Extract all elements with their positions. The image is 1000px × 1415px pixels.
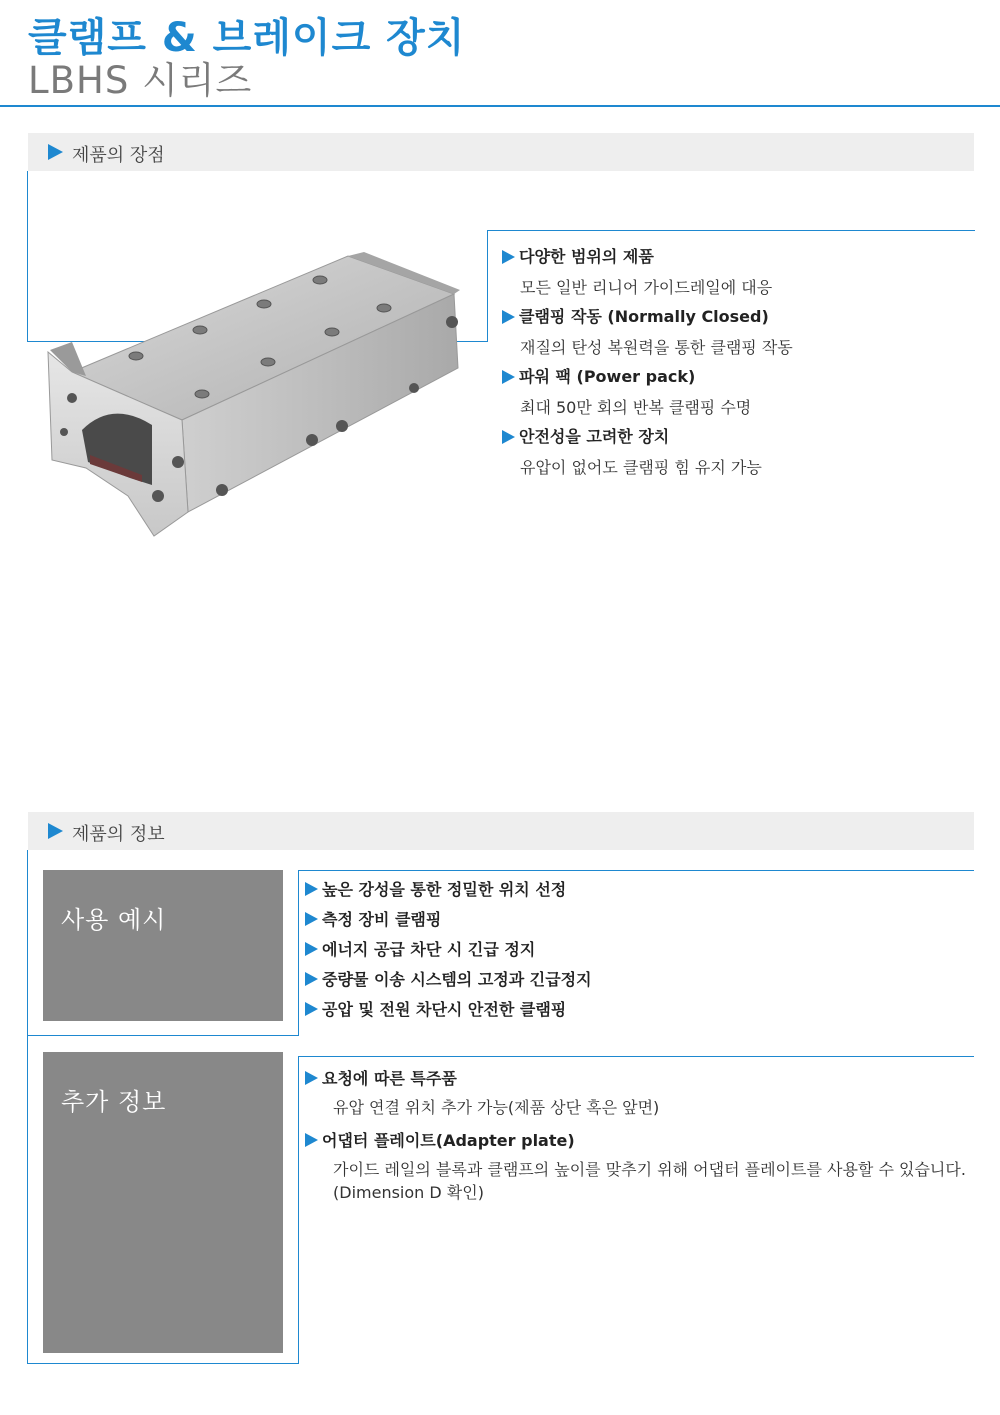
triangle-bullet-icon	[48, 823, 63, 839]
triangle-bullet-icon	[305, 972, 318, 986]
triangle-bullet-icon	[502, 370, 515, 384]
extra-label: 추가 정보	[61, 1088, 167, 1116]
usage-label-box	[43, 870, 283, 1021]
connector-line	[27, 1035, 299, 1036]
list-item	[303, 1128, 966, 1208]
advantage-desc: 모든 일반 리니어 가이드레일에 대응	[520, 278, 773, 297]
extra-desc: 가이드 레일의 블록과 클램프의 높이를 맞추기 위해 어댑터 플레이트를 사용할 수 있습니다.	[333, 1160, 966, 1179]
advantage-desc: 유압이 없어도 클램핑 힘 유지 가능	[520, 458, 762, 477]
page-title: 클램프 & 브레이크 장치	[28, 15, 466, 61]
triangle-bullet-icon	[305, 1002, 318, 1016]
list-item	[500, 424, 970, 484]
usage-item: 중량물 이송 시스템의 고정과 긴급정지	[322, 970, 592, 989]
list-item	[500, 364, 970, 424]
connector-line	[298, 870, 299, 1036]
list-item	[500, 244, 970, 304]
list-item	[303, 1066, 963, 1128]
triangle-bullet-icon	[502, 250, 515, 264]
advantage-heading: 다양한 범위의 제품	[519, 247, 654, 266]
list-item	[500, 304, 970, 364]
triangle-bullet-icon	[305, 882, 318, 896]
section-title-info: 제품의 정보	[72, 824, 165, 845]
connector-line	[487, 230, 488, 342]
extra-desc: 유압 연결 위치 추가 가능(제품 상단 혹은 앞면)	[333, 1098, 660, 1117]
connector-line	[27, 1036, 28, 1364]
extra-label-box	[43, 1052, 283, 1353]
connector-line	[298, 1056, 974, 1057]
triangle-bullet-icon	[502, 430, 515, 444]
product-image	[42, 250, 482, 550]
extra-heading: 어댑터 플레이트(Adapter plate)	[322, 1131, 575, 1150]
triangle-bullet-icon	[305, 1133, 318, 1147]
triangle-bullet-icon	[305, 1071, 318, 1085]
usage-label: 사용 예시	[61, 906, 167, 934]
advantage-heading: 파워 팩 (Power pack)	[519, 367, 696, 386]
title-divider	[0, 105, 1000, 107]
advantage-desc: 최대 50만 회의 반복 클램핑 수명	[520, 398, 752, 417]
triangle-bullet-icon	[305, 912, 318, 926]
extra-heading: 요청에 따른 특주품	[322, 1069, 457, 1088]
usage-item: 높은 강성을 통한 정밀한 위치 선정	[322, 880, 567, 899]
connector-line	[298, 870, 974, 871]
section-bar-advantages	[28, 133, 974, 171]
usage-item: 측정 장비 클램핑	[322, 910, 442, 929]
extra-info-list	[303, 1066, 966, 1208]
triangle-bullet-icon	[502, 310, 515, 324]
connector-line	[27, 171, 28, 342]
usage-item: 에너지 공급 차단 시 긴급 정지	[322, 940, 536, 959]
triangle-bullet-icon	[305, 942, 318, 956]
advantages-list	[500, 244, 970, 484]
connector-line	[487, 230, 975, 231]
page-subtitle: LBHS 시리즈	[28, 59, 253, 102]
connector-line	[298, 1056, 299, 1364]
triangle-bullet-icon	[48, 144, 63, 160]
section-bar-info	[28, 812, 974, 850]
advantage-heading: 안전성을 고려한 장치	[519, 427, 670, 446]
usage-item: 공압 및 전원 차단시 안전한 클램핑	[322, 1000, 567, 1019]
connector-line	[27, 850, 28, 1036]
advantage-heading: 클램핑 작동 (Normally Closed)	[519, 307, 769, 326]
extra-desc: (Dimension D 확인)	[333, 1183, 484, 1202]
connector-line	[27, 1363, 299, 1364]
section-title-advantages: 제품의 장점	[72, 145, 165, 166]
advantage-desc: 재질의 탄성 복원력을 통한 클램핑 작동	[520, 338, 793, 357]
